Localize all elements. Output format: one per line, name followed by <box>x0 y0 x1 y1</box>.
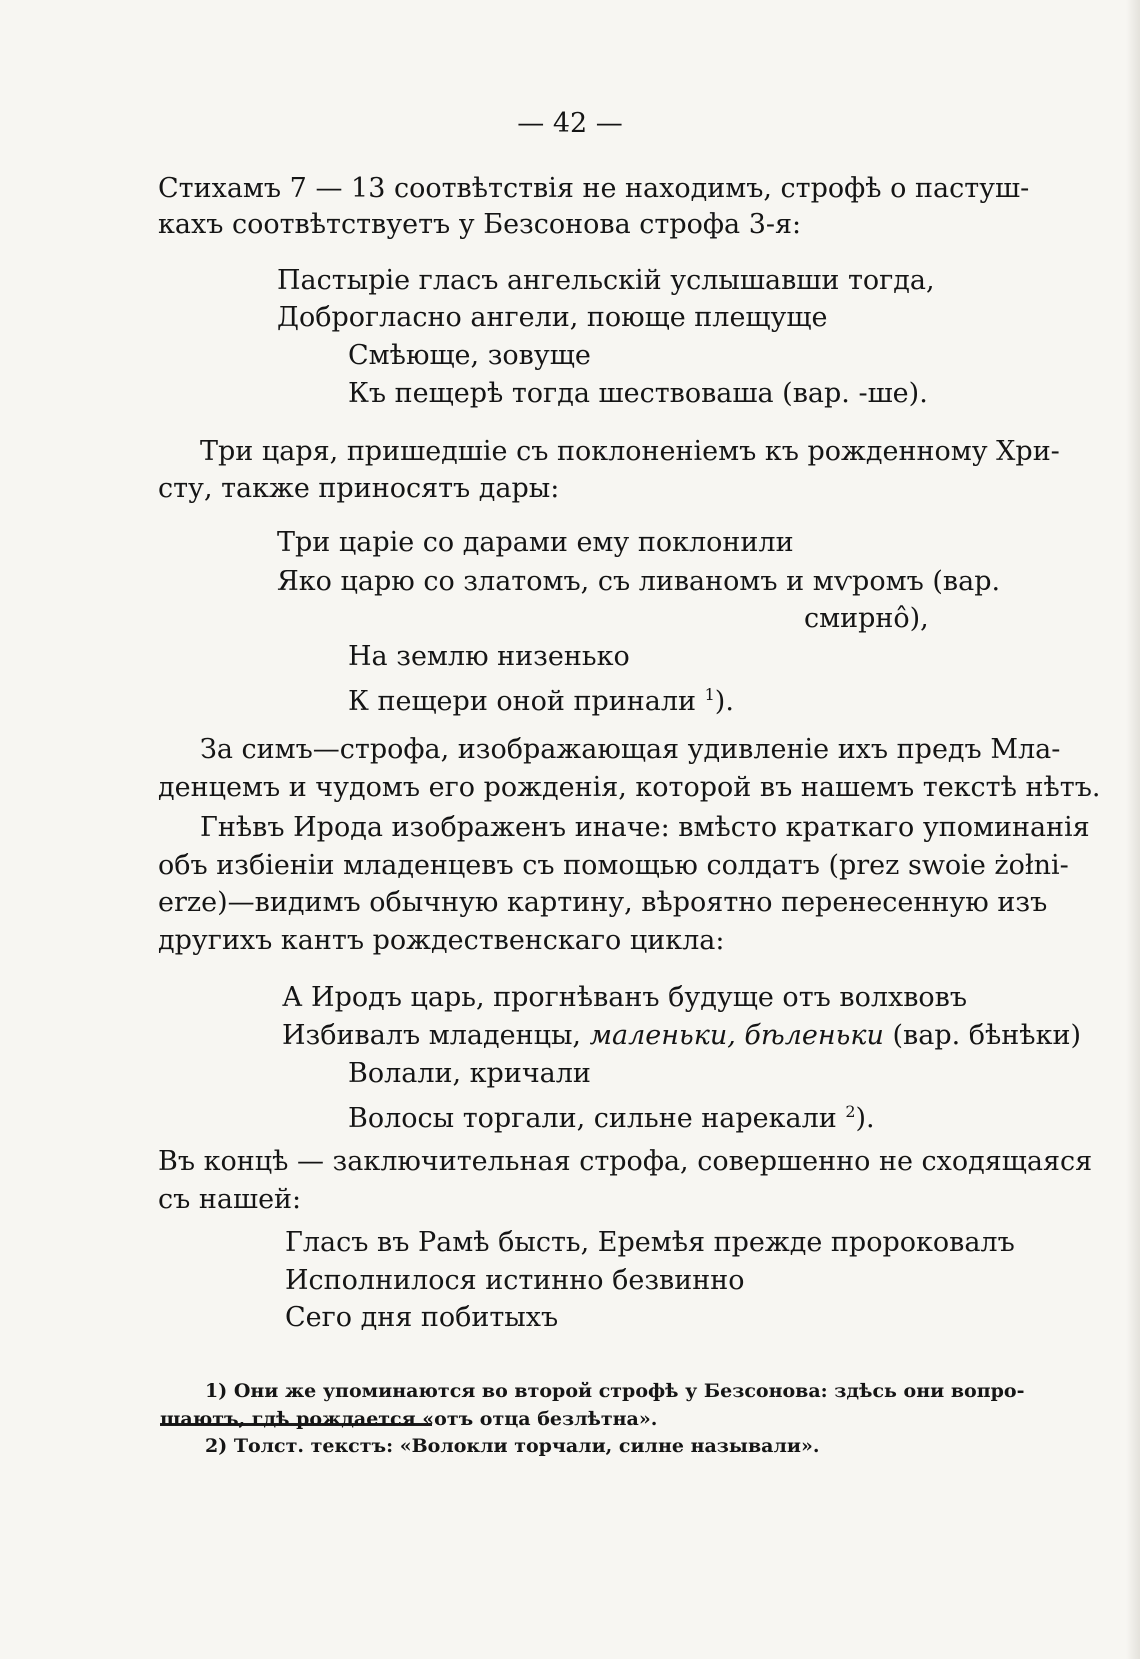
verse3-line2 <box>282 1019 1081 1053</box>
verse1-line2: Доброгласно ангели, поюще плещуще <box>277 302 828 333</box>
verse4-line3: Сего дня побитыхъ <box>285 1302 559 1333</box>
verse1-line4: Къ пещерѣ тогда шествоваша (вар. -ше). <box>348 378 928 409</box>
para5-line1: Въ концѣ — заключительная строфа, совершенно не сходящаяся <box>158 1146 1093 1177</box>
footnote-2: 2) Толст. текстъ: «Волокли торчали, силне называли». <box>205 1435 820 1457</box>
verse2-line4 <box>348 678 734 719</box>
para2-line2: сту, также приносятъ дары: <box>158 473 560 504</box>
para4-line2: объ избіеніи младенцевъ съ помощью солдатъ (prez swoie żołni- <box>158 850 1069 881</box>
verse3-line2-italic: маленьки, бѣленьки <box>589 1020 884 1051</box>
verse3-line3: Волали, кричали <box>348 1058 591 1089</box>
verse2-line4-text: К пещери оной принали <box>348 686 696 717</box>
verse1-line3: Смѣюще, зовуще <box>348 340 591 371</box>
verse2-line4-end: ). <box>714 686 734 717</box>
para3-line1: За симъ—строфа, изображающая удивленіе ихъ предъ Мла- <box>200 734 1061 765</box>
para3-line2: денцемъ и чудомъ его рожденія, которой въ нашемъ текстѣ нѣтъ. <box>158 772 1101 803</box>
footnote-1-line2: шаютъ, гдѣ рождается «отъ отца безлѣтна». <box>160 1408 658 1430</box>
footnote-1-line1: 1) Они же упоминаются во второй строфѣ у Безсонова: здѣсь они вопро- <box>205 1380 1025 1402</box>
verse3-line2-a: Избивалъ младенцы, <box>282 1020 590 1051</box>
verse3-line4 <box>348 1095 875 1136</box>
verse4-line2: Исполнилося истинно безвинно <box>285 1265 745 1296</box>
verse3-line1: А Иродъ царь, прогнѣванъ будуще отъ волхвовъ <box>282 982 968 1013</box>
para1-line2: кахъ соотвѣтствуетъ у Безсонова строфа 3-я: <box>158 209 802 240</box>
para4-line3: erze)—видимъ обычную картину, вѣроятно перенесенную изъ <box>158 887 1048 918</box>
para1-line1: Стихамъ 7 — 13 соотвѣтствія не находимъ, строфѣ о пастуш- <box>158 173 1030 204</box>
para5-line2: съ нашей: <box>158 1184 302 1215</box>
footnote-ref-1: 1 <box>704 685 715 704</box>
verse2-line3: На землю низенько <box>348 641 630 672</box>
verse2-line2-continuation: смирнô), <box>804 603 929 634</box>
verse3-line2-c: (вар. бѣнѣки) <box>883 1020 1081 1051</box>
para4-line1: Гнѣвъ Ирода изображенъ иначе: вмѣсто краткаго упоминанія <box>200 812 1090 843</box>
page-edge-shadow <box>1126 0 1140 1659</box>
page-number: — 42 — <box>517 108 623 139</box>
verse4-line1: Гласъ въ Рамѣ бысть, Еремѣя прежде пророковалъ <box>285 1227 1015 1258</box>
para2-line1: Три царя, пришедшіе съ поклоненіемъ къ рожденному Хри- <box>200 436 1060 467</box>
footnote-ref-2: 2 <box>845 1102 856 1121</box>
para4-line4: другихъ кантъ рождественскаго цикла: <box>158 925 725 956</box>
verse3-line4-text: Волосы торгали, сильне нарекали <box>348 1103 837 1134</box>
verse2-line1: Три царіе со дарами ему поклонили <box>277 527 794 558</box>
verse2-line2: Яко царю со златомъ, съ ливаномъ и мѵромъ (вар. <box>277 566 1001 597</box>
verse1-line1: Пастыріе гласъ ангельскій услышавши тогда, <box>277 265 935 296</box>
verse3-line4-end: ). <box>855 1103 875 1134</box>
